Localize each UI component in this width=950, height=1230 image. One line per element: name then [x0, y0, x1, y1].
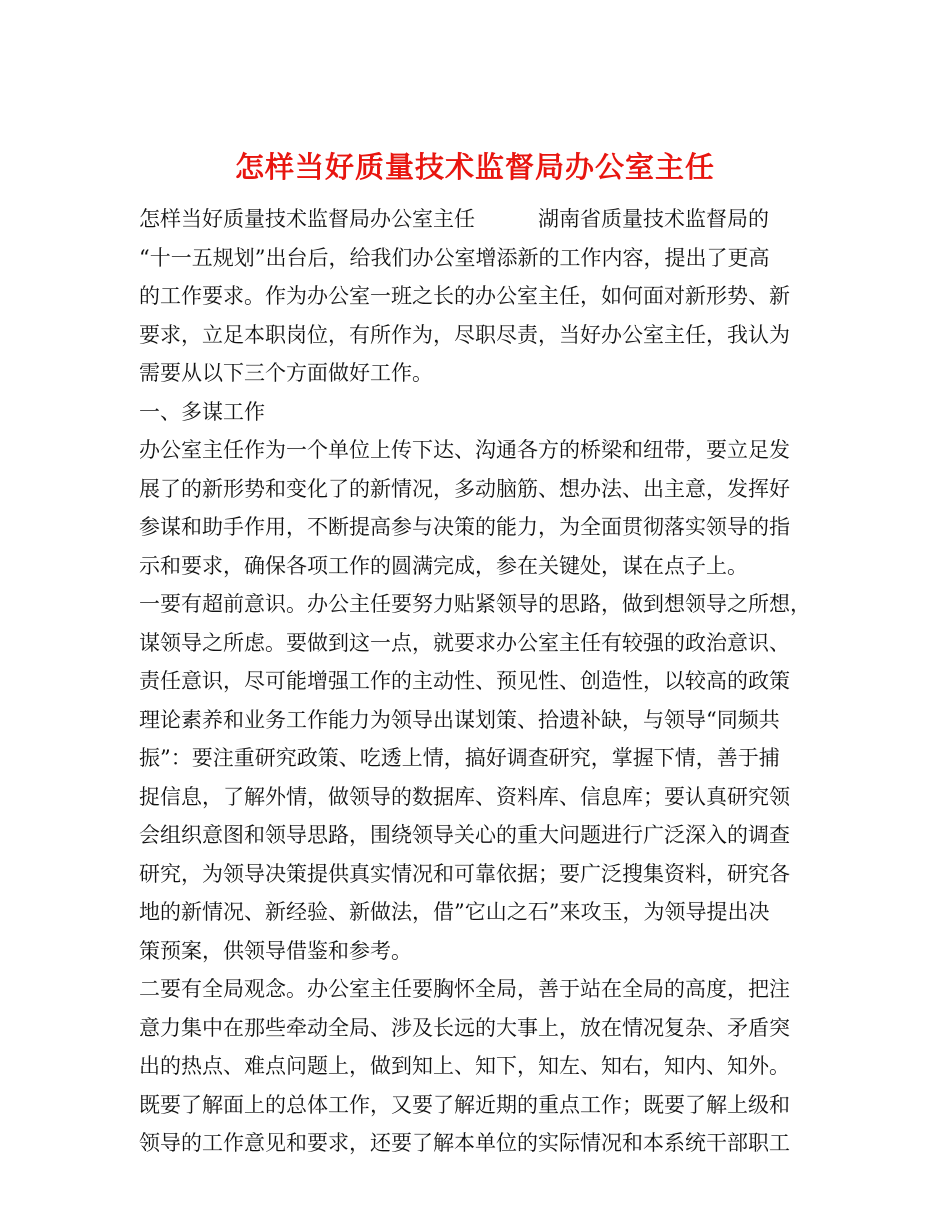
paragraph-line: 责任意识，尽可能增强工作的主动性、预见性、创造性，以较高的政策 — [139, 669, 790, 693]
paragraph-line: 需要从以下三个方面做好工作。 — [139, 361, 433, 385]
paragraph-line: 示和要求，确保各项工作的圆满完成，参在关键处，谋在点子上。 — [139, 553, 748, 578]
paragraph-line: 意力集中在那些牵动全局、涉及长远的大事上，放在情况复杂、矛盾突 — [139, 1015, 790, 1040]
paragraph-line: 谋领导之所虑。要做到这一点，就要求办公室主任有较强的政治意识、 — [139, 630, 790, 655]
paragraph-line: 参谋和助手作用，不断提高参与决策的能力，为全面贯彻落实领导的指 — [139, 515, 790, 539]
paragraph-line: 既要了解面上的总体工作，又要了解近期的重点工作；既要了解上级和 — [139, 1092, 790, 1117]
document-body — [139, 200, 829, 1163]
paragraph-line: 捉信息，了解外情，做领导的数据库、资料库、信息库；要认真研究领 — [139, 784, 790, 809]
paragraph-line: 要求，立足本职岗位，有所作为，尽职尽责，当好办公室主任，我认为 — [139, 322, 790, 347]
paragraph-line: 一要有超前意识。办公主任要努力贴紧领导的思路，做到想领导之所想， — [139, 592, 811, 616]
paragraph-line: 领导的工作意见和要求，还要了解本单位的实际情况和本系统干部职工 — [139, 1131, 790, 1155]
paragraph-line: 一、多谋工作 — [139, 399, 265, 424]
paragraph-line: 振”：要注重研究政策、吃透上情，搞好调查研究，掌握下情，善于捕 — [139, 746, 780, 770]
paragraph-line: 地的新情况、新经验、新做法，借”它山之石”来攻玉，为领导提出决 — [139, 900, 770, 924]
paragraph-line: 办公室主任作为一个单位上传下达、沟通各方的桥梁和纽带，要立足发 — [139, 438, 790, 462]
paragraph-line: 会组织意图和领导思路，围绕领导关心的重大问题进行广泛深入的调查 — [139, 823, 790, 847]
paragraph-line: 的工作要求。作为办公室一班之长的办公室主任，如何面对新形势、新 — [139, 284, 790, 308]
paragraph-line: 研究，为领导决策提供真实情况和可靠依据；要广泛搜集资料，研究各 — [139, 861, 790, 886]
paragraph-line: 出的热点、难点问题上，做到知上、知下，知左、知右，知内、知外。 — [139, 1054, 790, 1078]
paragraph-line: 展了的新形势和变化了的新情况，多动脑筋、想办法、出主意，发挥好 — [139, 476, 790, 501]
paragraph-line: 理论素养和业务工作能力为领导出谋划策、拾遗补缺，与领导“同频共 — [139, 707, 780, 732]
paragraph-line: 二要有全局观念。办公室主任要胸怀全局，善于站在全局的高度，把注 — [139, 977, 790, 1001]
paragraph-line: “十一五规划”出台后，给我们办公室增添新的工作内容，提出了更高 — [139, 245, 770, 270]
paragraph-line: 策预案，供领导借鉴和参考。 — [139, 938, 412, 963]
document-title: 怎样当好质量技术监督局办公室主任 — [234, 150, 715, 185]
paragraph-line: 怎样当好质量技术监督局办公室主任 湖南省质量技术监督局的 — [139, 207, 769, 231]
